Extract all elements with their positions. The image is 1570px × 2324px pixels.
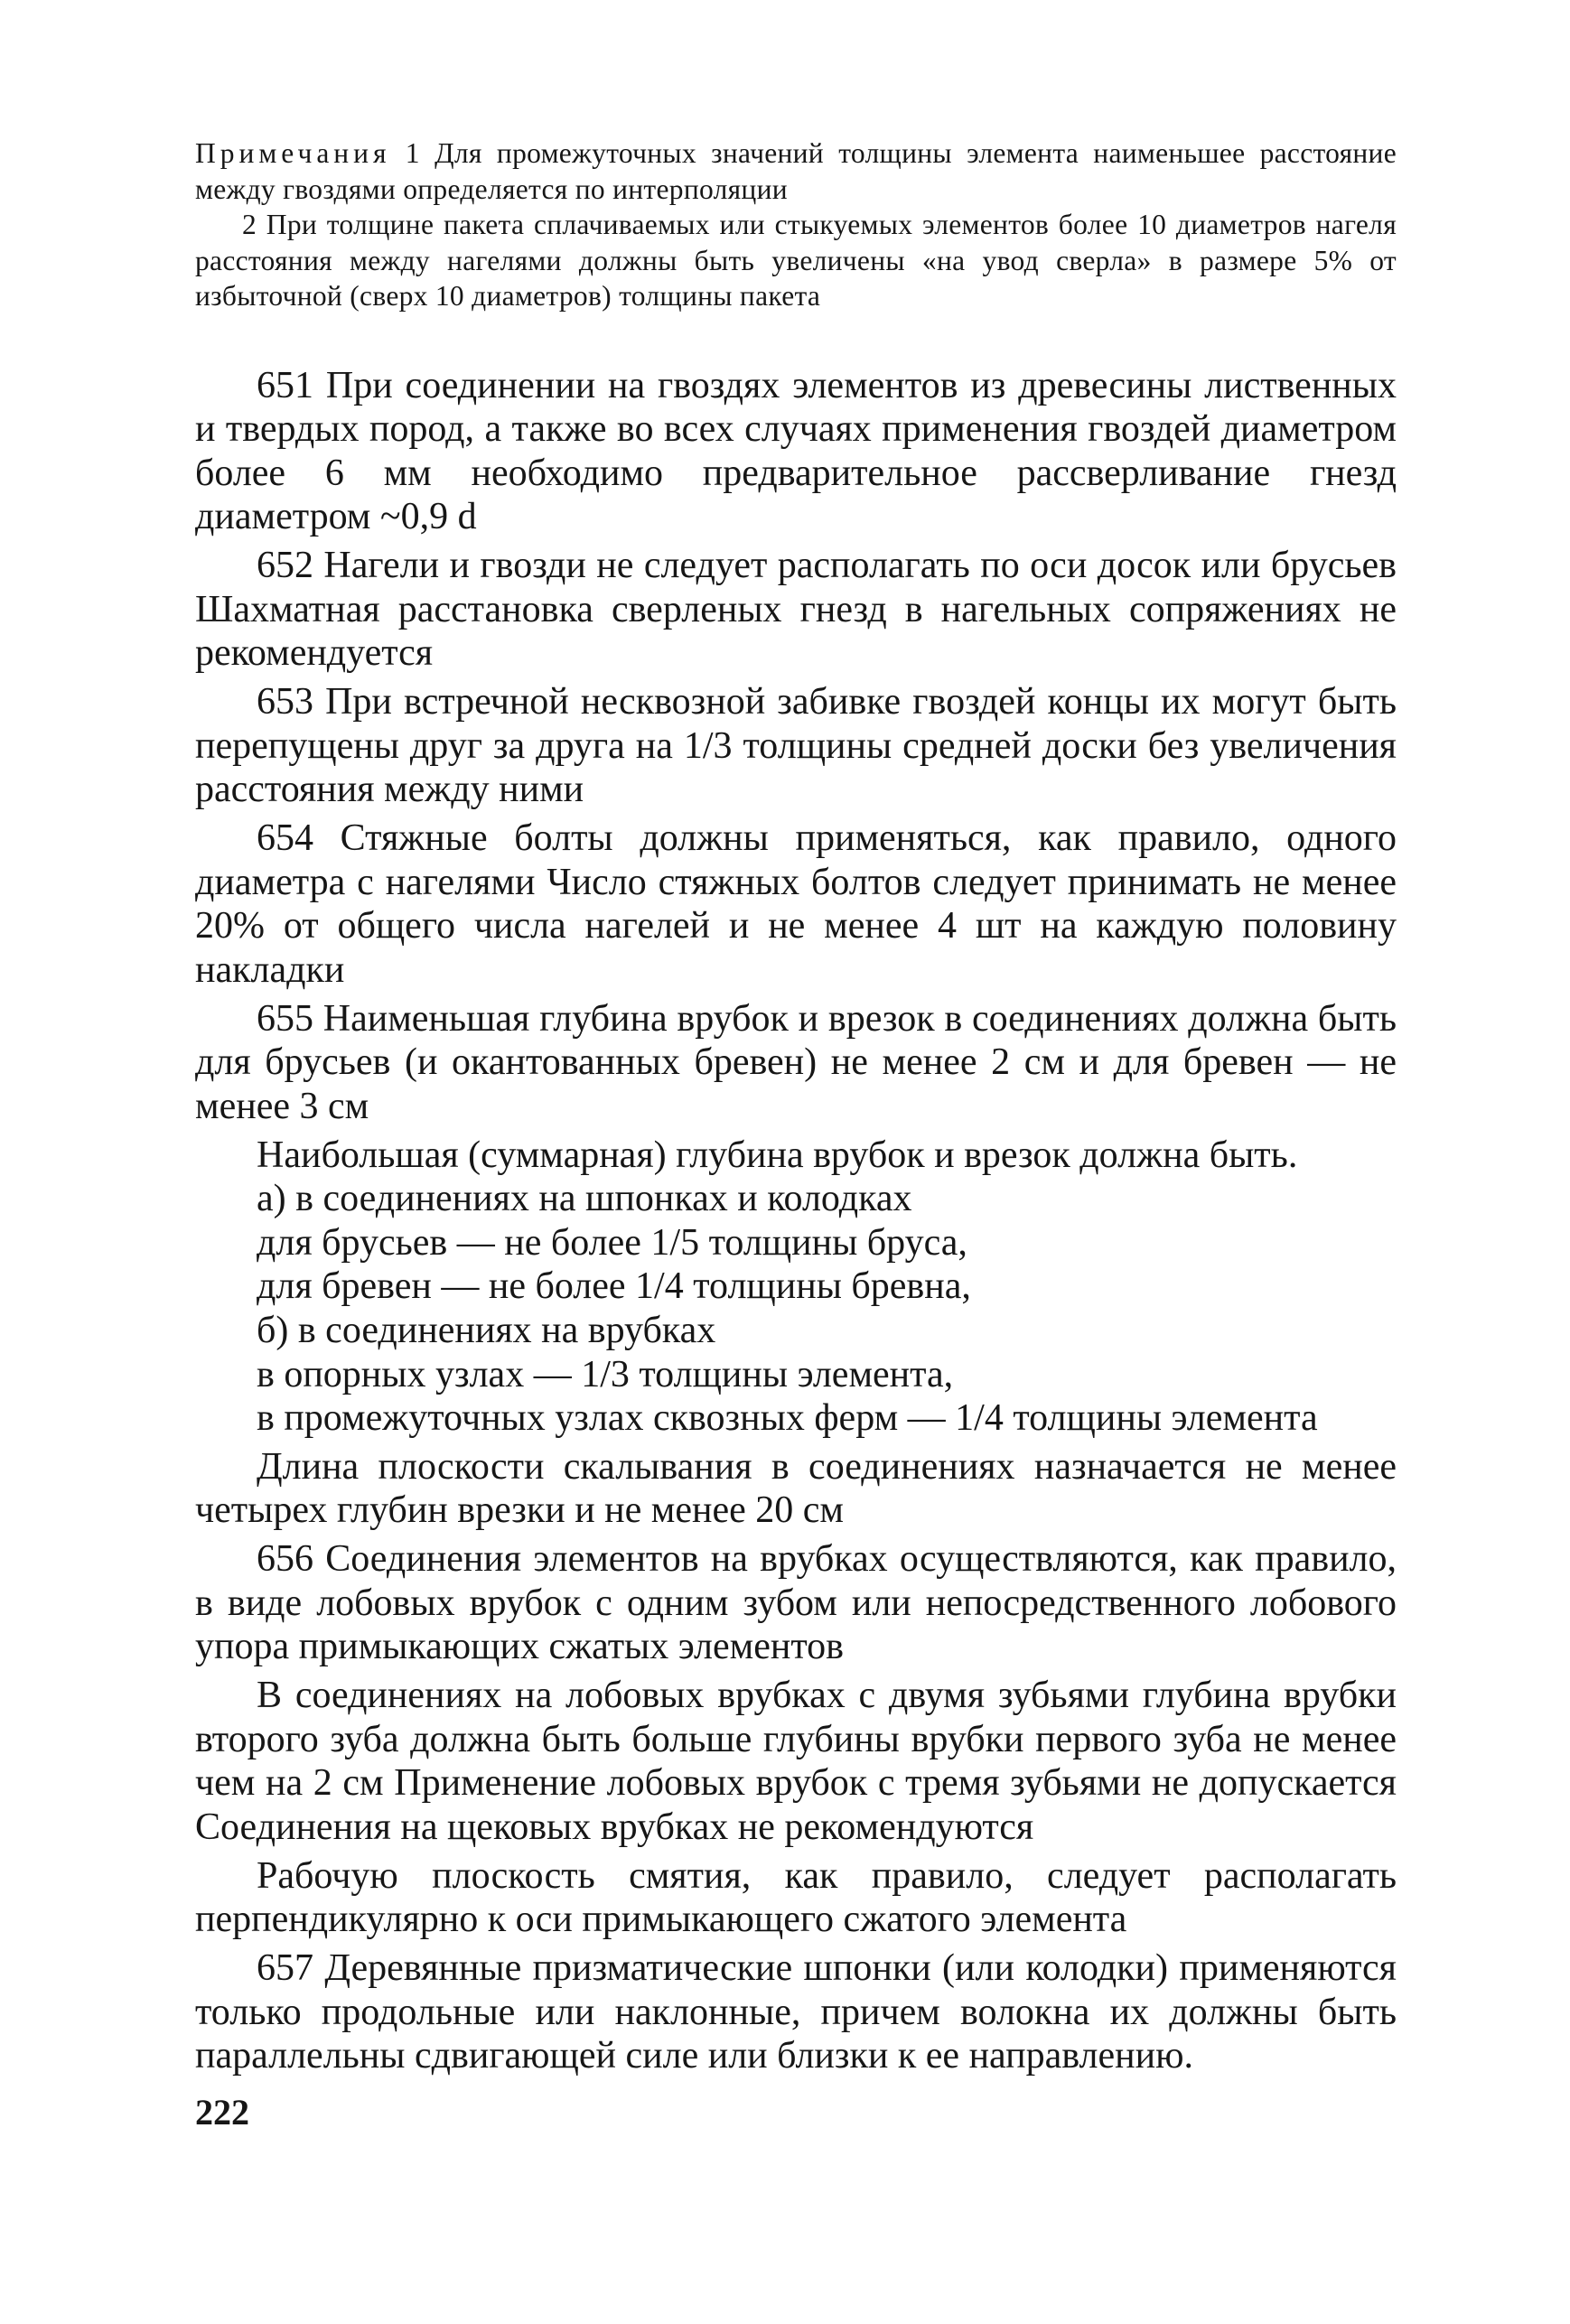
note-2: 2 При толщине пакета сплачиваемых или стыкуемых элементов более 10 диаметров нагеля расстояния между нагелями должны быть увеличены «на увод сверла» в размере 5% от избыточной (сверх 10 диаметров) толщины пакета	[195, 209, 1397, 312]
paragraph-656-bearing-plane: Рабочую плоскость смятия, как правило, следует располагать перпендикулярно к оси примыкающего сжатого элемента	[195, 1854, 1397, 1941]
paragraph-657: 657 Деревянные призматические шпонки (или колодки) применяются только продольные или наклонные, причем волокна их должны быть параллельны сдвигающей силе или близки к ее направлению.	[195, 1947, 1397, 2077]
list-item-b-2: в промежуточных узлах сквозных ферм — 1/4 толщины элемента	[257, 1397, 1318, 1440]
notes-block	[195, 135, 1397, 314]
paragraph-655-shear-length: Длина плоскости скалывания в соединениях назначается не менее четырех глубин врезки и не менее 20 см	[195, 1445, 1397, 1532]
list-item-b: б) в соединениях на врубках	[257, 1309, 716, 1351]
list-item-a: а) в соединениях на шпонках и колодках	[257, 1178, 912, 1220]
main-text	[195, 364, 1397, 2078]
paragraph-656-two-teeth: В соединениях на лобовых врубках с двумя зубьями глубина врубки второго зуба должна быть больше глубины врубки первого зуба не менее чем на 2 см Применение лобовых врубок с тремя зубьями не допускается Соединения на щековых врубках не рекомендуются	[195, 1675, 1397, 1848]
paragraph-652: 652 Нагели и гвозди не следует располагать по оси досок или брусьев Шахматная расстановка сверленых гнезд в нагельных сопряжениях не рекомендуется	[195, 545, 1397, 675]
list-item-a-2: для бревен — не более 1/4 толщины бревна,	[257, 1265, 971, 1308]
paragraph-656: 656 Соединения элементов на врубках осуществляются, как правило, в виде лобовых врубок с одним зубом или непосредственного лобового упора примыкающих сжатых элементов	[195, 1538, 1397, 1668]
notes-heading: Примечания	[195, 137, 391, 169]
paragraph-655: 655 Наименьшая глубина врубок и врезок в соединениях должна быть для брусьев (и окантованных бревен) не менее 2 см и для бревен — не менее 3 см	[195, 997, 1397, 1127]
page-content	[195, 135, 1397, 2134]
paragraph-653: 653 При встречной несквозной забивке гвоздей концы их могут быть перепущены друг за друга на 1/3 толщины средней доски без увеличения расстояния между ними	[195, 681, 1397, 811]
paragraph-651: 651 При соединении на гвоздях элементов из древесины лиственных и твердых пород, а также во всех случаях применения гвоздей диаметром более 6 мм необходимо предварительное рассверливание гнезд диаметром ~0,9 d	[195, 364, 1397, 538]
list-item-b-1: в опорных узлах — 1/3 толщины элемента,	[257, 1353, 954, 1395]
page-number: 222	[195, 2091, 249, 2133]
list-item-a-1: для брусьев — не более 1/5 толщины бруса,	[257, 1221, 967, 1264]
paragraph-654: 654 Стяжные болты должны применяться, как правило, одного диаметра с нагелями Число стяжных болтов следует принимать не менее 20% от общего числа нагелей и не менее 4 шт на каждую половину накладки	[195, 817, 1397, 991]
note-1	[195, 135, 1397, 207]
note-1-text: 1 Для промежуточных значений толщины элемента наименьшее расстояние между гвоздями определяется по интерполяции	[195, 137, 1397, 205]
paragraph-655-greatest-depth: Наибольшая (суммарная) глубина врубок и врезок должна быть.	[257, 1134, 1298, 1176]
